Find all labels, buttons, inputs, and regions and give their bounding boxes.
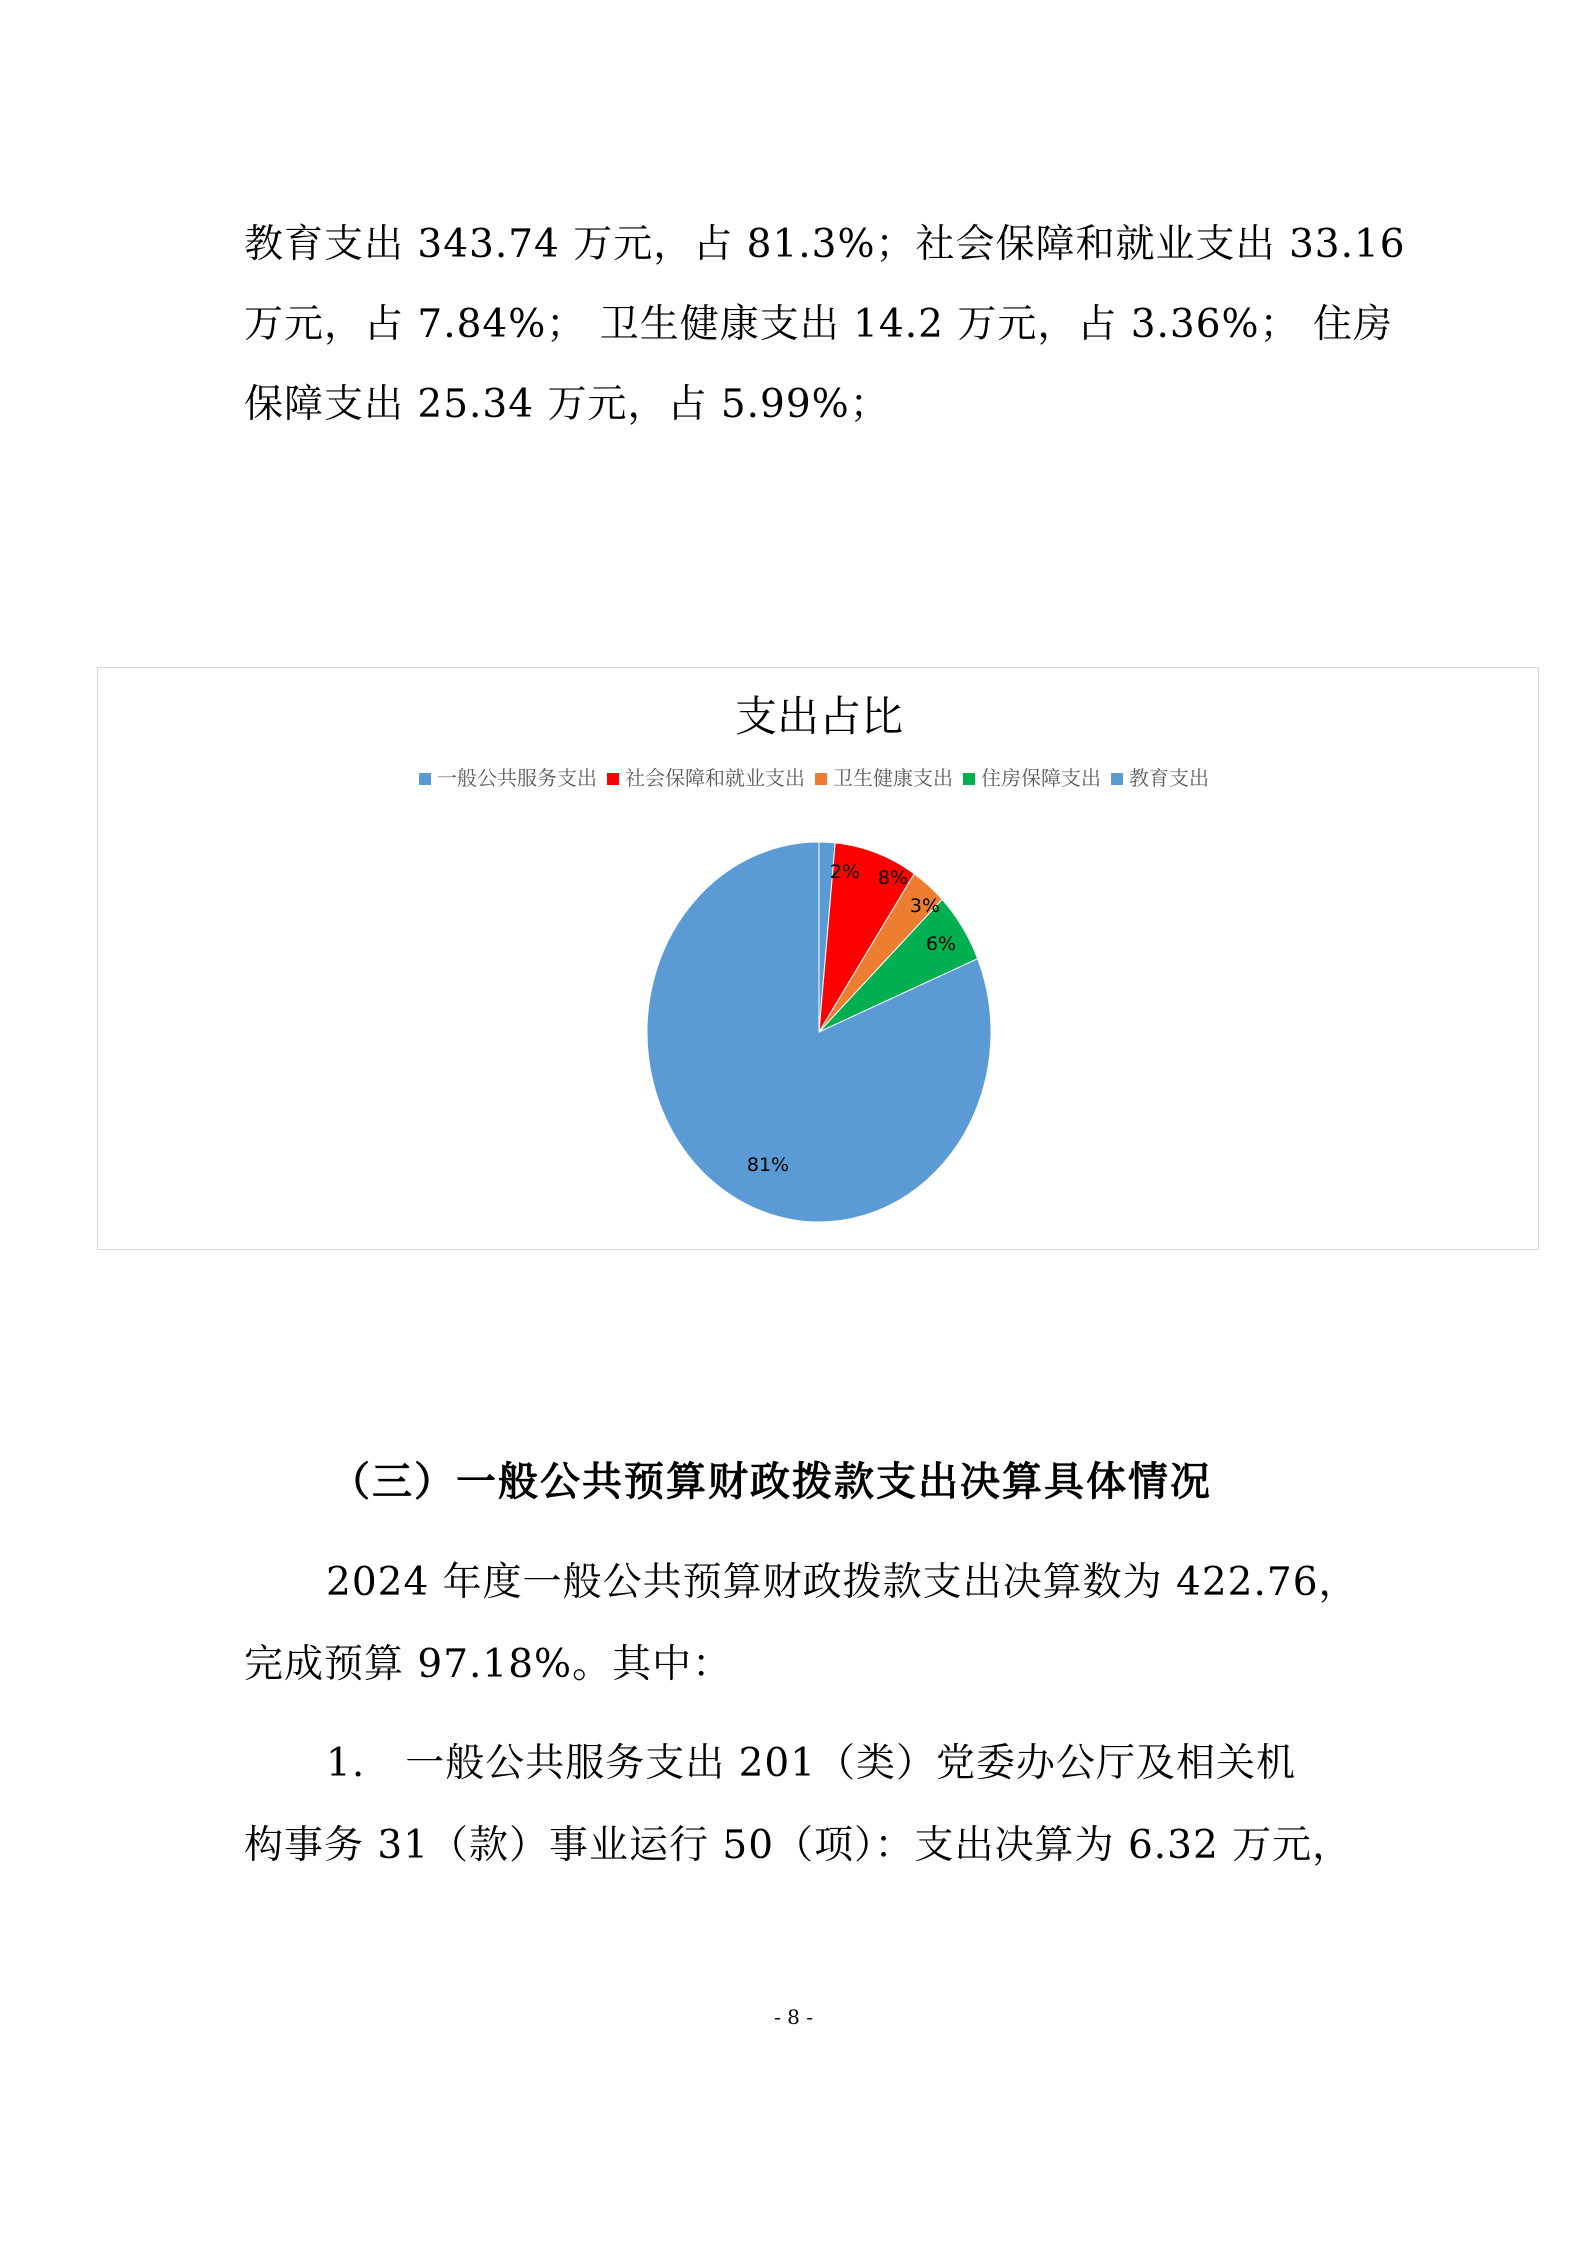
legend-swatch <box>1111 773 1123 785</box>
paragraph-line: 完成预算 97.18%。其中： <box>244 1642 733 1687</box>
section-heading: （三）一般公共预算财政拨款支出决算具体情况 <box>330 1458 1212 1505</box>
legend-label: 社会保障和就业支出 <box>625 766 805 790</box>
legend-label: 教育支出 <box>1129 766 1209 790</box>
paragraph-line: 保障支出 25.34 万元，占 5.99%； <box>244 382 890 427</box>
chart-title: 支出占比 <box>734 692 904 741</box>
pie-data-label: 81% <box>746 1154 790 1176</box>
pie-data-label: 2% <box>829 861 861 883</box>
legend-swatch <box>419 773 431 785</box>
paragraph-line: 1. 一般公共服务支出 201（类）党委办公厅及相关机 <box>326 1741 1297 1786</box>
paragraph-line: 万元，占 7.84%； 卫生健康支出 14.2 万元，占 3.36%； 住房 <box>244 302 1394 347</box>
expenditure-pie-chart <box>97 667 1539 1250</box>
pie-data-label: 6% <box>925 933 957 955</box>
chart-legend <box>419 766 1209 790</box>
pie-data-label: 8% <box>877 867 909 889</box>
legend-label: 一般公共服务支出 <box>437 766 597 790</box>
chart-canvas <box>98 668 1540 1251</box>
legend-swatch <box>815 773 827 785</box>
paragraph-line: 2024 年度一般公共预算财政拨款支出决算数为 422.76， <box>326 1560 1359 1605</box>
paragraph-line: 教育支出 343.74 万元，占 81.3%；社会保障和就业支出 33.16 <box>244 222 1406 267</box>
legend-swatch <box>607 773 619 785</box>
pie-data-label: 3% <box>909 895 941 917</box>
legend-label: 卫生健康支出 <box>833 766 953 790</box>
budget-completion-paragraph <box>244 1542 1364 1706</box>
page-number: - 8 - <box>774 2005 813 2029</box>
expenditure-summary-paragraph <box>244 205 1406 445</box>
item-1-paragraph <box>244 1723 1364 1887</box>
legend-label: 住房保障支出 <box>981 766 1101 790</box>
paragraph-line: 构事务 31（款）事业运行 50（项）：支出决算为 6.32 万元， <box>244 1823 1353 1868</box>
legend-swatch <box>963 773 975 785</box>
